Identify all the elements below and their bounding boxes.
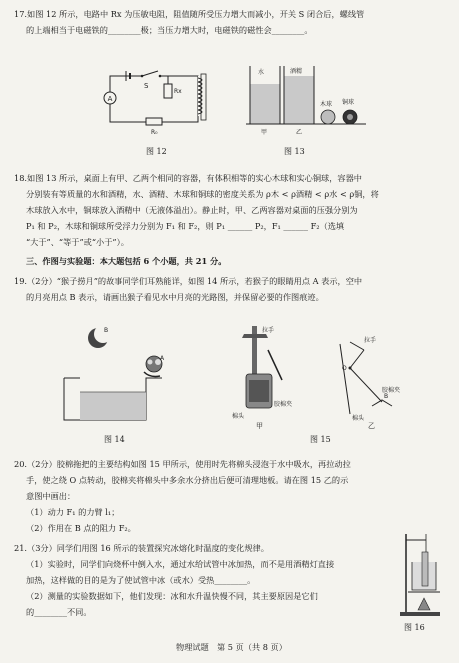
jia-label: 甲 — [261, 129, 268, 136]
q21-line1: 21.（3分）同学们用图 16 所示的装置探究冰熔化时温度的变化规律。 — [14, 543, 269, 553]
q21-line5: 的________不同。 — [26, 607, 92, 617]
fig15-jia-clip-label: 胶棉夹 — [274, 401, 293, 408]
wood-label: 木球 — [320, 101, 333, 108]
q18-line4: P₁ 和 P₂，木球和铜球所受浮力分别为 F₁ 和 F₂，则 P₁ ______ P₂，F₁ ______ F₂（选填 — [26, 221, 345, 231]
water-label: 水 — [258, 69, 265, 76]
q17-line2: 的上端相当于电磁铁的________极；当压力增大时，电磁铁的磁性会________。 — [26, 25, 313, 35]
switch-label: S — [144, 82, 149, 90]
figure-12-circuit — [98, 66, 218, 136]
fig15-yi-label: 乙 — [368, 422, 375, 430]
q20-line4: （1）动力 F₁ 的力臂 l₁； — [26, 507, 120, 517]
monkey-eye-label: A — [160, 355, 165, 362]
q19-line2: 的月亮用点 B 表示，请画出猴子看见水中月亮的光路图，并保留必要的作图痕迹。 — [26, 292, 324, 302]
figure-16-apparatus — [400, 530, 446, 620]
q20-line3: 意图中画出： — [26, 491, 76, 501]
figure-13-containers — [246, 62, 376, 136]
fig15-jia-handle-label: 拉手 — [262, 327, 275, 334]
figure-15-caption: 图 15 — [310, 435, 331, 444]
ammeter-label: A — [107, 95, 113, 103]
figure-14-caption: 图 14 — [104, 435, 125, 444]
fig15-yi-head-label: 棉头 — [352, 415, 365, 422]
q20-line1: 20.（2分）胶棉拖把的主要结构如图 15 甲所示，使用时先将棉头浸泡于水中吸水，再拉动拉 — [14, 459, 351, 469]
figure-14-monkey-moon — [60, 320, 190, 425]
q20-line5: （2）作用在 B 点的阻力 F₂。 — [26, 523, 136, 533]
fig15-yi-o-label: O — [342, 365, 347, 372]
page-footer: 物理试题 第 5 页（共 8 页） — [176, 642, 287, 652]
figure-13-caption: 图 13 — [284, 147, 305, 156]
q17-line1: 17.如图 12 所示，电路中 Rx 为压敏电阻，阻值随所受压力增大而减小，开关 S 闭合后，螺线管 — [14, 9, 365, 19]
q21-line2: （1）实验时，同学们向烧杯中倒入水，通过水给试管中冰加热，而不是用酒精灯直接 — [26, 559, 335, 569]
r0-label: R₀ — [151, 129, 158, 136]
figure-12-caption: 图 12 — [146, 147, 167, 156]
figure-15-mop — [232, 322, 422, 430]
figure-16-caption: 图 16 — [404, 623, 425, 632]
fig15-jia-label: 甲 — [256, 422, 263, 430]
yi-label: 乙 — [296, 129, 303, 136]
fig15-yi-handle-label: 拉手 — [364, 337, 377, 344]
q20-line2: 手，使之绕 O 点转动，胶棉夹将棉头中多余水分挤出后便可清理地板。请在图 15 乙的示 — [26, 475, 349, 485]
fig15-yi-clip-label: 胶棉夹 — [382, 387, 401, 394]
q18-line2: 分别装有等质量的水和酒精，水、酒精、木球和铜球的密度关系为 ρ木 < ρ酒精 < ρ水 < ρ铜，将 — [26, 189, 379, 199]
q18-line3: 木球放入水中，铜球放入酒精中（无液体溢出）。静止时，甲、乙两容器对桌面的压强分别为 — [26, 205, 358, 215]
q21-line3: 加热，这样做的目的是为了使试管中冰（或水）受热________。 — [26, 575, 256, 585]
q19-line1: 19.（2分）“猴子捞月”的故事同学们耳熟能详，如图 14 所示，若猴子的眼睛用点 A 表示，空中 — [14, 276, 363, 286]
q18-line5: “大于”、“等于”或“小于”）。 — [26, 237, 129, 247]
fig15-yi-b-label: B — [384, 393, 389, 400]
alcohol-label: 酒精 — [290, 68, 303, 75]
fig15-jia-head-label: 棉头 — [232, 413, 245, 420]
moon-point-label: B — [104, 327, 109, 334]
q21-line4: （2）测量的实验数据如下，他们发现：冰和水升温快慢不同，其主要原因是它们 — [26, 591, 318, 601]
wood-ball — [321, 110, 335, 124]
rx-label: Rx — [174, 88, 182, 95]
copper-label: 铜球 — [342, 99, 355, 106]
section-3-heading: 三、作图与实验题：本大题包括 6 个小题，共 21 分。 — [26, 256, 227, 266]
q18-line1: 18.如图 13 所示，桌面上有甲、乙两个相同的容器，有体积相等的实心木球和实心铜球，容器中 — [14, 173, 362, 183]
